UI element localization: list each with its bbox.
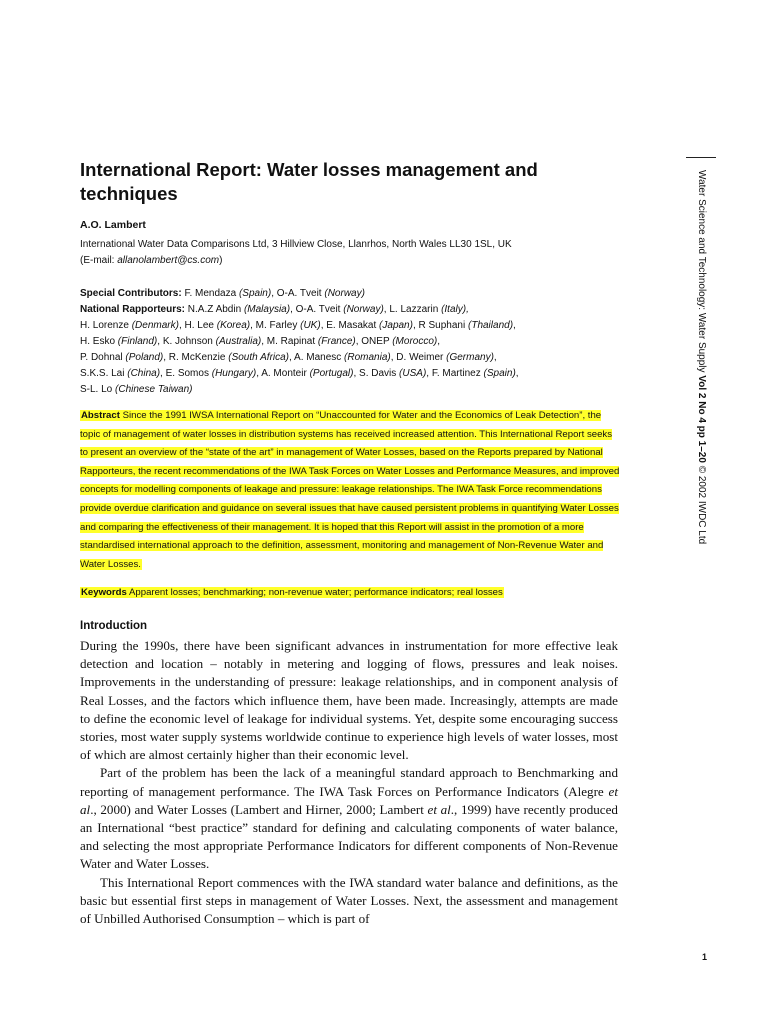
abstract-text: Since the 1991 IWSA International Report on “Unaccounted for Water and the Economics of Leak Detection”, the topic of management of water losses in distribution systems has received increased attention. This International Report seeks to present an overview of the “state of the art” in management of Water Losses, based on the Reports prepared by National Rapporteurs, the recent recommendations of the IWA Task Forces on Water Losses and Performance Measures, and improved concepts for modelling components of leakage and pressure: leakage relationships. The IWA Task Force recommendations provide overdue clarification and guidance on several issues that have caused persistent problems in quantifying Water Losses and comparing the effectiveness of their management. It is hoped that this Report will assist in the promotion of a more standardised international approach to the definition, assessment, monitoring and management of Non-Revenue Water and Water Losses. [80,410,620,570]
email-prefix: (E-mail: [80,255,118,266]
national-rapporteurs-label: National Rapporteurs: [80,304,186,315]
abstract-label: Abstract [81,410,120,421]
affiliation-address: International Water Data Comparisons Ltd, 3 Hillview Close, Llanrhos, North Wales LL30 1SL, UK [80,239,512,250]
copyright: © 2002 IWDC Ltd [696,462,707,545]
section-heading-introduction: Introduction [80,620,148,632]
paragraph: This International Report commences with the IWA standard water balance and definitions, as the basic but essential first steps in management of Water Losses. Next, the assessment and management of Unbilled Authorised Consumption – which is part of [80,874,618,927]
keywords-text: Apparent losses; benchmarking; non-revenue water; performance indicators; real losses [126,587,503,598]
paragraph: During the 1990s, there have been significant advances in instrumentation for more effective leak detection and location – notably in metering and logging of flows, pressures and leak noises. Improvements in the understanding of pressure: leakage relationships, and in component analysis of Real Losses, and the factors which influence them, have been made. Increasingly, attempts are made to define the economic level of leakage for individual systems. Yet, despite some encouraging success stories, most water supply systems worldwide continue to experience high levels of water losses, most of which are almost certainly higher than their economic level. [80,638,618,763]
spine-rule [686,157,716,158]
volume-info: Vol 2 No 4 pp 1–20 [696,375,707,463]
email-suffix: ) [219,255,223,266]
paper-title: International Report: Water losses management and techniques [80,159,538,204]
abstract [80,407,620,574]
special-contributors-label: Special Contributors: [80,288,182,299]
keywords [80,585,620,601]
author-affiliation [80,237,640,269]
paragraph: Part of the problem has been the lack of a meaningful standard approach to Benchmarking and reporting of management performance. The IWA Task Forces on Performance Indicators (Alegre et al., 2000) and Water Losses (Lambert and Hirner, 2000; Lambert et al., 1999) have recently produced an International “best practice” standard for defining and calculating components of water balance, and selecting the most appropriate Performance Indicators for different components of Non-Revenue Water and Water Losses. [80,765,618,872]
body-text [80,637,618,928]
author-name: A.O. Lambert [80,219,146,231]
author-email: allanolambert@cs.com [117,255,220,266]
journal-spine [694,170,714,590]
keywords-label: Keywords [81,587,127,598]
page-number: 1 [702,952,708,962]
journal-name: Water Science and Technology: Water Supply [696,170,707,376]
contributors-block: Special Contributors: F. Mendaza (Spain), O-A. Tveit (Norway) National Rapporteurs: N.A.Z Abdin (Malaysia), O-A. Tveit (Norway), L. Lazzarin (Italy), H. Lorenze (Denmark), H. Lee (Korea), M. Farley (UK), E. Masakat (Japan), R Suphani (Thailand), H. Esko (Finland), K. Johnson (Australia), M. Rapinat (France), ONEP (Morocco), P. Dohnal (Poland), R. McKenzie (South Africa), A. Manesc (Romania), D. Weimer (Germany), S.K.S. Lai (China), E. Somos (Hungary), A. Monteir (Portugal), S. Davis (USA), F. Martinez (Spain), S-L. Lo (Chinese Taiwan) [80,288,519,395]
